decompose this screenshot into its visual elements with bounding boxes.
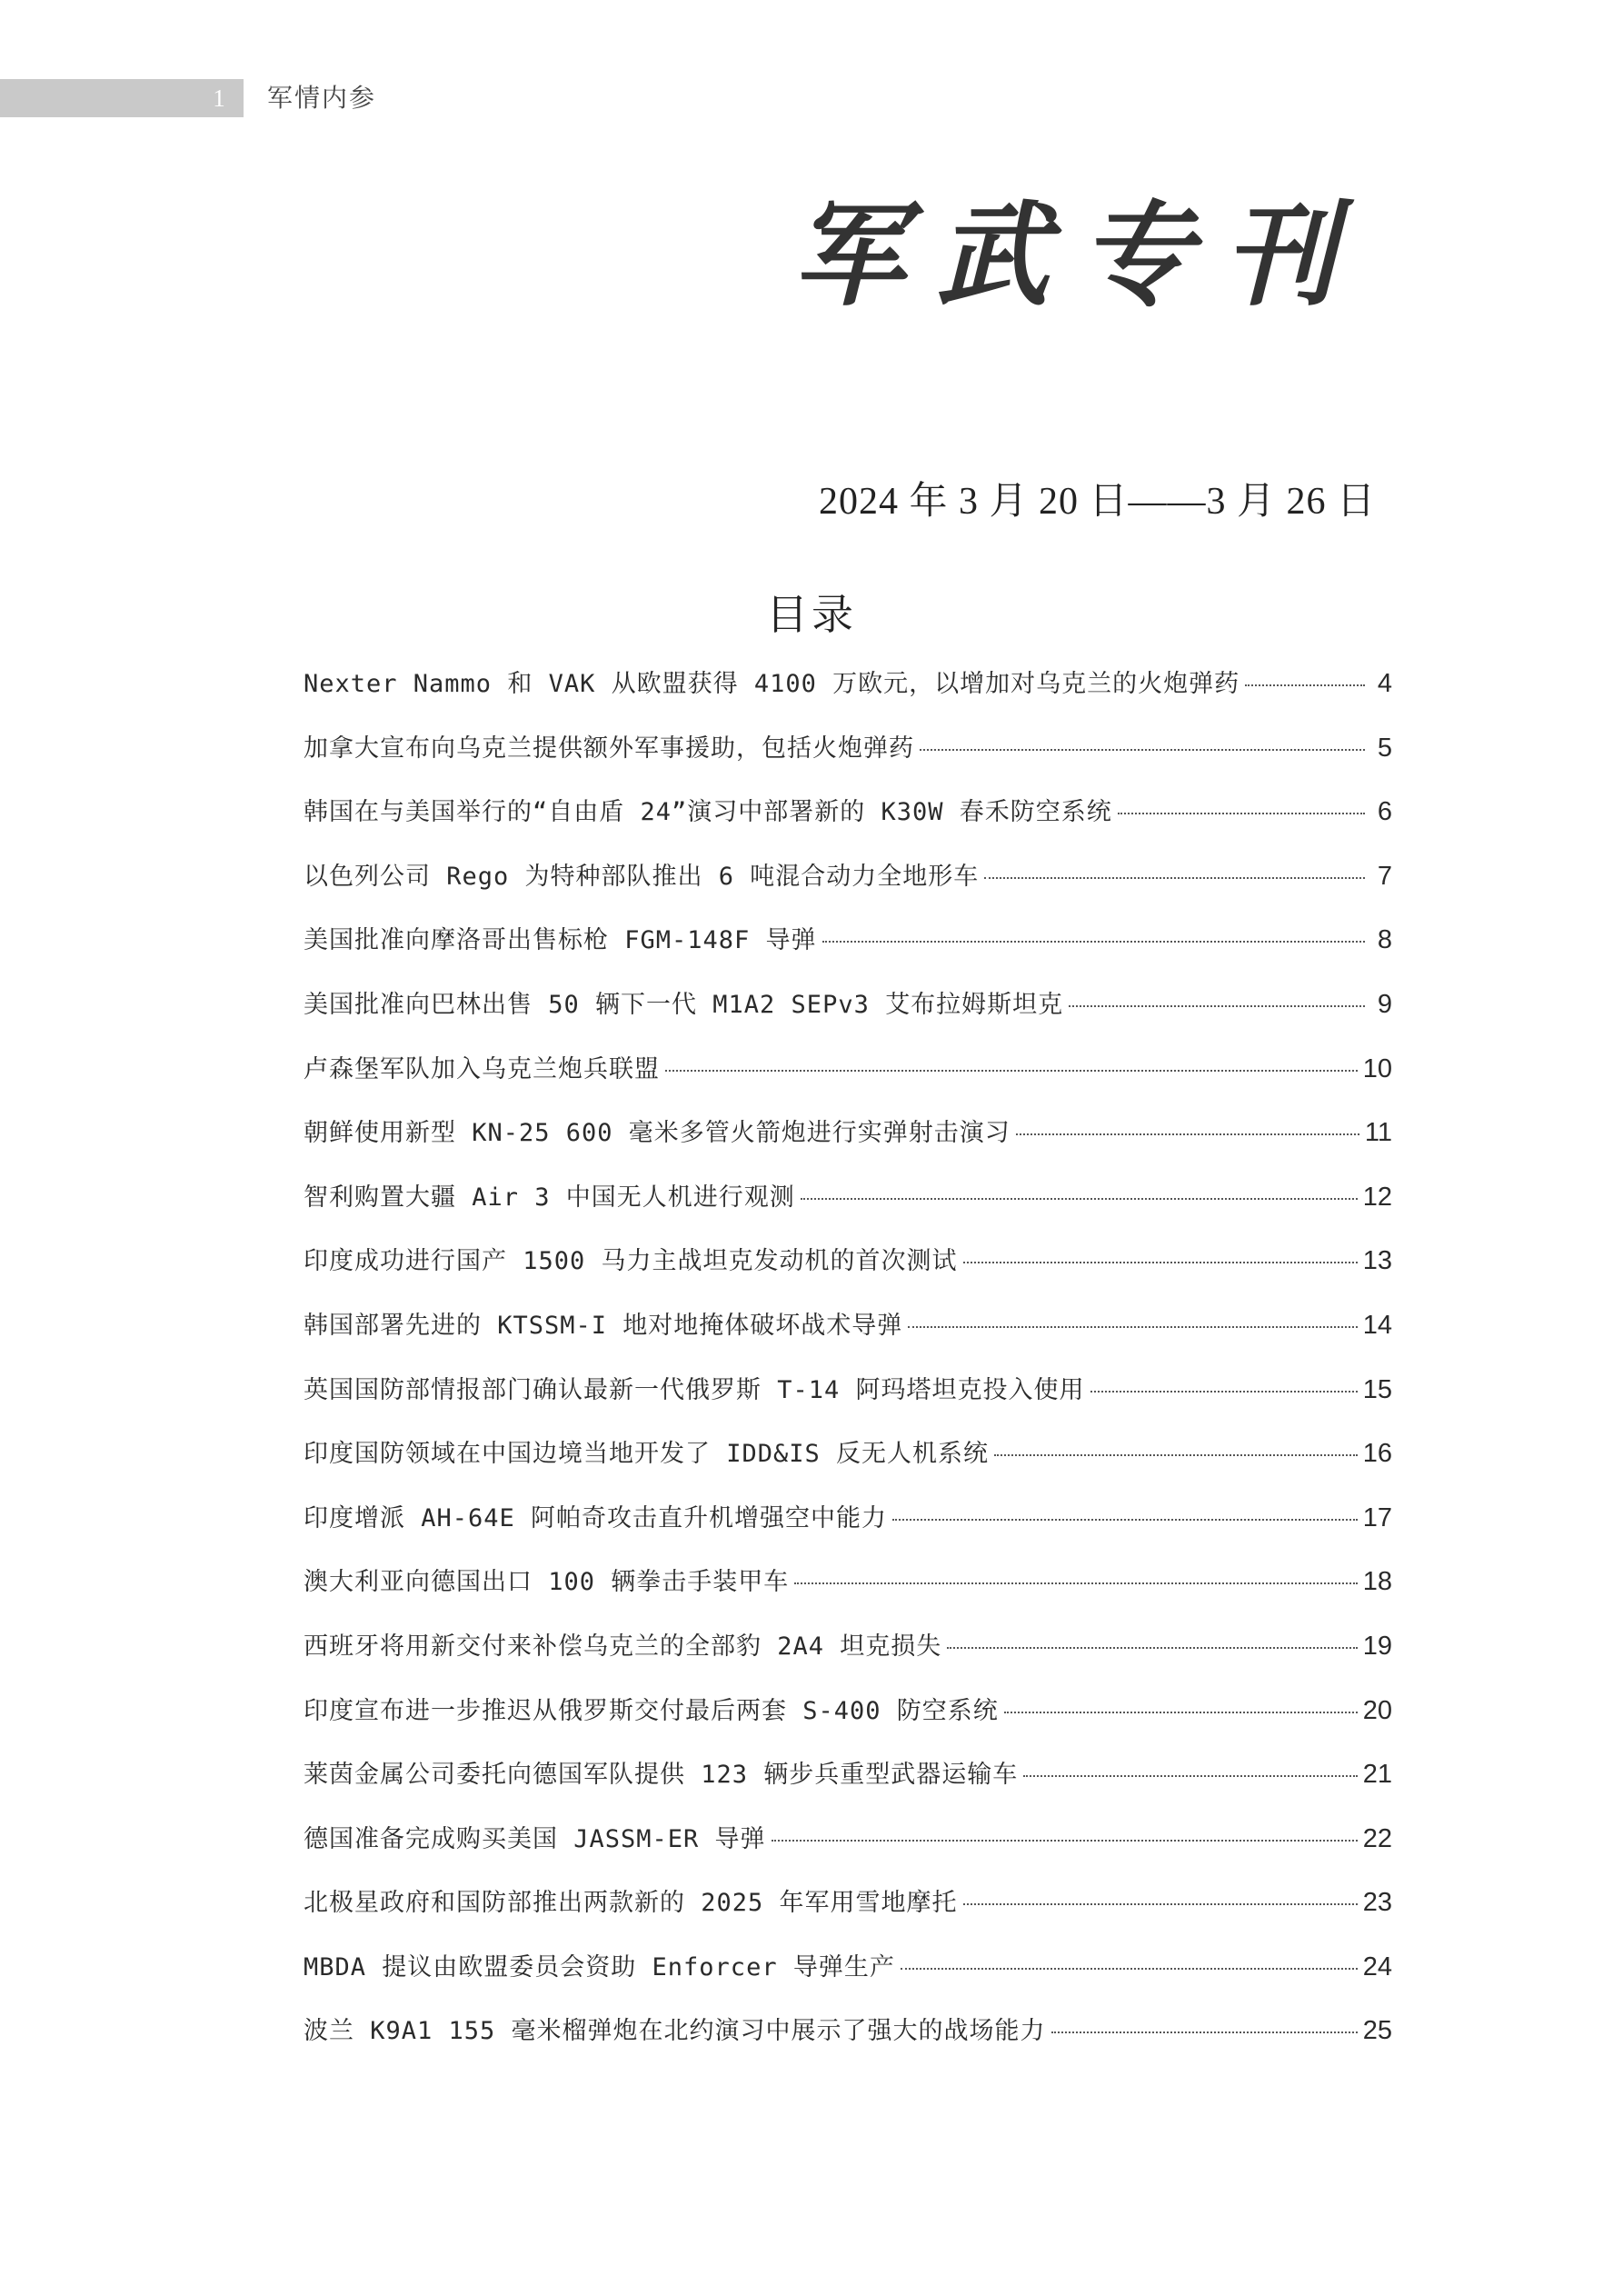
toc-entry-page[interactable]: 5 bbox=[1377, 733, 1392, 763]
toc-leader-dots bbox=[920, 749, 1365, 751]
toc-entry-title[interactable]: 英国国防部情报部门确认最新一代俄罗斯 T-14 阿玛塔坦克投入使用 bbox=[304, 1375, 1085, 1404]
toc-entry-page[interactable]: 22 bbox=[1362, 1823, 1392, 1853]
toc-heading: 目录 bbox=[766, 590, 857, 639]
toc-entry-page[interactable]: 14 bbox=[1362, 1310, 1392, 1340]
toc-leader-dots bbox=[1051, 2031, 1358, 2033]
toc-entry-page[interactable]: 25 bbox=[1362, 2016, 1392, 2046]
toc-entry-title[interactable]: 加拿大宣布向乌克兰提供额外军事援助，包括火炮弹药 bbox=[304, 734, 914, 763]
table-of-contents bbox=[304, 664, 1392, 2075]
toc-entry-title[interactable]: 美国批准向摩洛哥出售标枪 FGM-148F 导弹 bbox=[304, 926, 817, 955]
toc-entry-title[interactable]: 印度增派 AH-64E 阿帕奇攻击直升机增强空中能力 bbox=[304, 1503, 888, 1532]
toc-entry[interactable] bbox=[304, 1691, 1392, 1755]
toc-entry-title[interactable]: MBDA 提议由欧盟委员会资助 Enforcer 导弹生产 bbox=[304, 1952, 895, 1982]
toc-leader-dots bbox=[901, 1968, 1358, 1970]
toc-entry[interactable] bbox=[304, 1433, 1392, 1498]
toc-leader-dots bbox=[1090, 1391, 1358, 1393]
toc-leader-dots bbox=[963, 1262, 1358, 1263]
toc-entry-page[interactable]: 10 bbox=[1362, 1053, 1392, 1083]
issue-date-range: 2024 年 3 月 20 日——3 月 26 日 bbox=[818, 481, 1376, 523]
page-number: 1 bbox=[213, 85, 225, 112]
toc-entry-page[interactable]: 20 bbox=[1362, 1695, 1392, 1725]
toc-entry[interactable] bbox=[304, 1754, 1392, 1819]
toc-entry-title[interactable]: 西班牙将用新交付来补偿乌克兰的全部豹 2A4 坦克损失 bbox=[304, 1632, 942, 1661]
toc-entry[interactable] bbox=[304, 1049, 1392, 1113]
running-title: 军情内参 bbox=[267, 83, 377, 113]
toc-entry-title[interactable]: 澳大利亚向德国出口 100 辆拳击手装甲车 bbox=[304, 1568, 790, 1597]
toc-entry-page[interactable]: 12 bbox=[1362, 1182, 1392, 1212]
toc-entry-title[interactable]: 北极星政府和国防部推出两款新的 2025 年军用雪地摩托 bbox=[304, 1889, 958, 1918]
toc-entry-page[interactable]: 19 bbox=[1362, 1631, 1392, 1661]
toc-leader-dots bbox=[1023, 1775, 1357, 1777]
toc-entry-title[interactable]: 韩国部署先进的 KTSSM-I 地对地掩体破坏战术导弹 bbox=[304, 1311, 903, 1340]
toc-leader-dots bbox=[1016, 1133, 1359, 1135]
toc-entry-page[interactable]: 7 bbox=[1377, 861, 1392, 891]
toc-entry-title[interactable]: Nexter Nammo 和 VAK 从欧盟获得 4100 万欧元，以增加对乌克兰的火炮弹药 bbox=[304, 670, 1240, 698]
toc-entry[interactable] bbox=[304, 792, 1392, 856]
toc-entry-title[interactable]: 智利购置大疆 Air 3 中国无人机进行观测 bbox=[304, 1183, 795, 1212]
toc-entry-title[interactable]: 德国准备完成购买美国 JASSM-ER 导弹 bbox=[304, 1824, 766, 1853]
toc-entry[interactable] bbox=[304, 1305, 1392, 1370]
toc-entry-title[interactable]: 美国批准向巴林出售 50 辆下一代 M1A2 SEPv3 艾布拉姆斯坦克 bbox=[304, 990, 1064, 1019]
toc-entry[interactable] bbox=[304, 728, 1392, 793]
toc-entry[interactable] bbox=[304, 1177, 1392, 1242]
toc-entry-page[interactable]: 21 bbox=[1362, 1760, 1392, 1790]
toc-entry-page[interactable]: 11 bbox=[1364, 1118, 1392, 1148]
toc-entry-page[interactable]: 24 bbox=[1362, 1952, 1392, 1982]
toc-entry-page[interactable]: 9 bbox=[1377, 989, 1392, 1019]
toc-entry-title[interactable]: 卢森堡军队加入乌克兰炮兵联盟 bbox=[304, 1054, 660, 1083]
toc-leader-dots bbox=[801, 1198, 1358, 1200]
toc-entry[interactable] bbox=[304, 664, 1392, 728]
toc-entry-page[interactable]: 23 bbox=[1362, 1888, 1392, 1918]
toc-entry-page[interactable]: 8 bbox=[1377, 925, 1392, 955]
toc-leader-dots bbox=[1069, 1005, 1365, 1007]
toc-leader-dots bbox=[908, 1326, 1357, 1328]
toc-leader-dots bbox=[822, 941, 1365, 943]
toc-entry[interactable] bbox=[304, 2011, 1392, 2075]
toc-entry-title[interactable]: 莱茵金属公司委托向德国军队提供 123 辆步兵重型武器运输车 bbox=[304, 1761, 1019, 1790]
toc-entry-page[interactable]: 6 bbox=[1377, 797, 1392, 827]
toc-entry[interactable] bbox=[304, 856, 1392, 921]
toc-leader-dots bbox=[1004, 1712, 1358, 1713]
toc-leader-dots bbox=[994, 1454, 1358, 1456]
toc-entry[interactable] bbox=[304, 1113, 1392, 1177]
toc-leader-dots bbox=[794, 1582, 1357, 1584]
toc-entry-page[interactable]: 18 bbox=[1362, 1567, 1392, 1597]
toc-entry[interactable] bbox=[304, 1562, 1392, 1626]
toc-leader-dots bbox=[947, 1647, 1357, 1649]
toc-entry-title[interactable]: 韩国在与美国举行的“自由盾 24”演习中部署新的 K30W 春禾防空系统 bbox=[304, 798, 1112, 827]
toc-entry-title[interactable]: 印度成功进行国产 1500 马力主战坦克发动机的首次测试 bbox=[304, 1247, 958, 1276]
toc-entry-title[interactable]: 波兰 K9A1 155 毫米榴弹炮在北约演习中展示了强大的战场能力 bbox=[304, 2017, 1046, 2046]
toc-leader-dots bbox=[963, 1903, 1358, 1905]
toc-entry-title[interactable]: 以色列公司 Rego 为特种部队推出 6 吨混合动力全地形车 bbox=[304, 862, 980, 891]
masthead-title: 军武专刊 bbox=[792, 190, 1367, 322]
toc-entry-title[interactable]: 印度宣布进一步推迟从俄罗斯交付最后两套 S-400 防空系统 bbox=[304, 1696, 999, 1725]
toc-leader-dots bbox=[665, 1070, 1358, 1072]
toc-entry[interactable] bbox=[304, 920, 1392, 984]
toc-leader-dots bbox=[1118, 813, 1365, 814]
toc-entry-title[interactable]: 朝鲜使用新型 KN-25 600 毫米多管火箭炮进行实弹射击演习 bbox=[304, 1119, 1011, 1148]
toc-entry-title[interactable]: 印度国防领域在中国边境当地开发了 IDD&IS 反无人机系统 bbox=[304, 1440, 990, 1469]
toc-entry[interactable] bbox=[304, 1882, 1392, 1947]
toc-entry[interactable] bbox=[304, 1819, 1392, 1883]
toc-leader-dots bbox=[984, 877, 1365, 879]
toc-leader-dots bbox=[892, 1519, 1358, 1521]
toc-entry-page[interactable]: 17 bbox=[1362, 1502, 1392, 1532]
toc-entry-page[interactable]: 4 bbox=[1377, 669, 1392, 698]
toc-entry-page[interactable]: 15 bbox=[1362, 1374, 1392, 1404]
toc-entry[interactable] bbox=[304, 1626, 1392, 1691]
toc-entry-page[interactable]: 13 bbox=[1362, 1246, 1392, 1276]
toc-entry-page[interactable]: 16 bbox=[1362, 1439, 1392, 1469]
toc-leader-dots bbox=[1245, 684, 1365, 686]
toc-entry[interactable] bbox=[304, 984, 1392, 1049]
toc-entry[interactable] bbox=[304, 1498, 1392, 1562]
toc-entry[interactable] bbox=[304, 1370, 1392, 1434]
toc-leader-dots bbox=[772, 1840, 1358, 1842]
toc-entry[interactable] bbox=[304, 1947, 1392, 2011]
toc-entry[interactable] bbox=[304, 1241, 1392, 1305]
